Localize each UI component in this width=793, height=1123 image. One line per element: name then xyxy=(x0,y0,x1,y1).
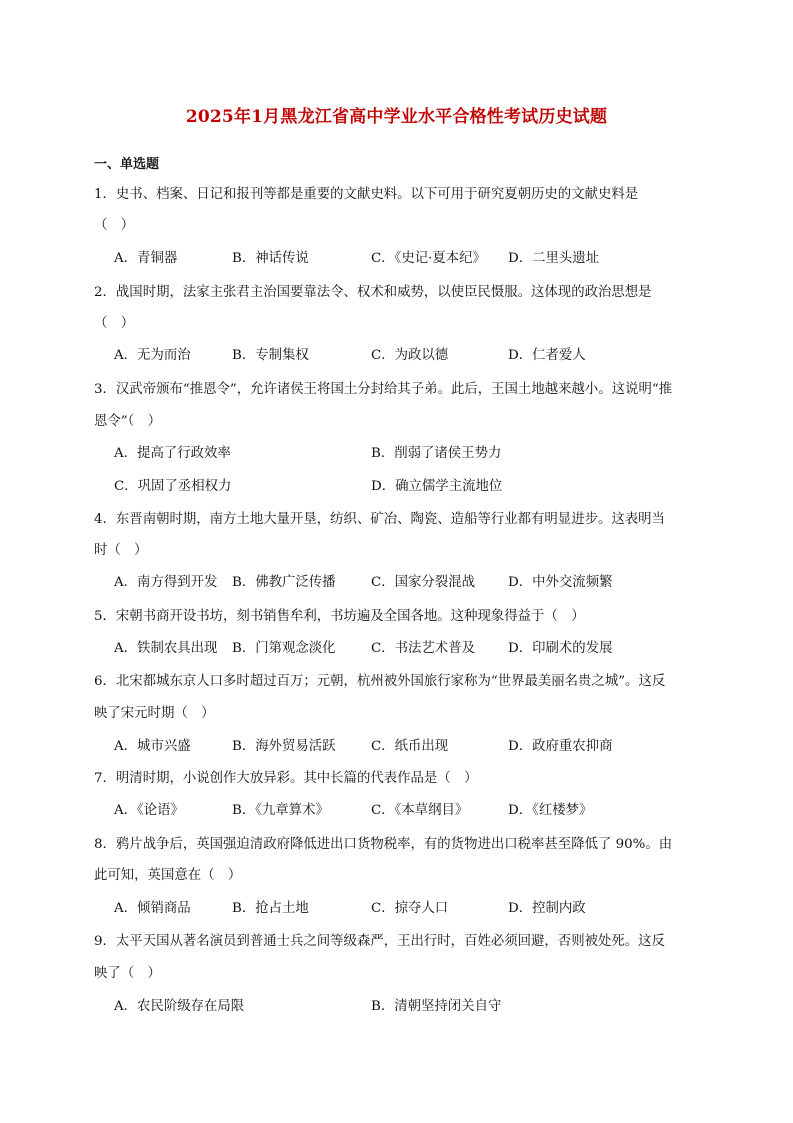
question-3-option-b: B．削弱了诸侯王势力 xyxy=(371,446,502,461)
question-9-line-2: 映了（ ） xyxy=(94,966,161,981)
question-5-line-1: 5．宋朝书商开设书坊，刻书销售牟利，书坊遍及全国各地。这种现象得益于（ ） xyxy=(94,609,585,624)
question-6-option-d: D．政府重农抑商 xyxy=(508,739,613,754)
question-3-option-a: A．提高了行政效率 xyxy=(114,446,231,461)
question-4-option-a: A．南方得到开发 xyxy=(114,575,218,590)
question-4-line-2: 时（ ） xyxy=(94,543,148,558)
question-1-option-b: B．神话传说 xyxy=(232,251,309,266)
question-7-option-a: A．《论语》 xyxy=(114,803,184,818)
question-3-line-2: 恩令”（ ） xyxy=(94,414,162,429)
question-7-option-b: B．《九章算术》 xyxy=(232,803,329,818)
question-2-option-d: D．仁者爱人 xyxy=(508,348,586,363)
question-6-option-b: B．海外贸易活跃 xyxy=(232,739,336,754)
question-5-option-c: C．书法艺术普及 xyxy=(371,641,475,656)
page-title: 2025年1月黑龙江省高中学业水平合格性考试历史试题 xyxy=(185,107,608,127)
question-8-option-b: B．抢占土地 xyxy=(232,901,309,916)
question-7-option-d: D．《红楼梦》 xyxy=(508,803,593,818)
section-heading: 一、单选题 xyxy=(94,157,160,172)
question-9-line-1: 9．太平天国从著名演员到普通士兵之间等级森严，王出行时，百姓必须回避，否则被处死。这反 xyxy=(94,934,665,949)
question-4-option-c: C．国家分裂混战 xyxy=(371,575,475,590)
question-2-option-c: C．为政以德 xyxy=(371,348,449,363)
question-6-option-c: C．纸币出现 xyxy=(371,739,449,754)
question-1-option-c: C．《史记·夏本纪》 xyxy=(371,251,486,266)
question-8-option-c: C．掠夺人口 xyxy=(371,901,449,916)
question-1-option-d: D．二里头遗址 xyxy=(508,251,600,266)
question-3-option-c: C．巩固了丞相权力 xyxy=(114,479,232,494)
question-5-option-b: B．门第观念淡化 xyxy=(232,641,336,656)
question-7-option-c: C．《本草纲目》 xyxy=(371,803,469,818)
question-2-option-a: A．无为而治 xyxy=(114,348,191,363)
question-2-option-b: B．专制集权 xyxy=(232,348,309,363)
question-9-option-a: A．农民阶级存在局限 xyxy=(114,999,245,1014)
question-4-line-1: 4．东晋南朝时期，南方土地大量开垦，纺织、矿冶、陶瓷、造船等行业都有明显进步。这表明当 xyxy=(94,512,665,527)
question-6-line-2: 映了宋元时期（ ） xyxy=(94,706,215,721)
question-1-line-1: 1．史书、档案、日记和报刊等都是重要的文献史料。以下可用于研究夏朝历史的文献史料是 xyxy=(94,187,639,202)
question-8-option-a: A．倾销商品 xyxy=(114,901,191,916)
question-9-option-b: B．清朝坚持闭关自守 xyxy=(371,999,502,1014)
question-8-line-2: 此可知，英国意在（ ） xyxy=(94,868,242,883)
question-1-line-2: （ ） xyxy=(94,218,135,233)
question-8-line-1: 8．鸦片战争后，英国强迫清政府降低进出口货物税率，有的货物进出口税率甚至降低了 90%。由 xyxy=(94,837,673,852)
question-3-line-1: 3．汉武帝颁布“推恩令”，允许诸侯王将国土分封给其子弟。此后，王国土地越来越小。这说明“推 xyxy=(94,382,673,397)
question-4-option-d: D．中外交流频繁 xyxy=(508,575,613,590)
question-6-option-a: A．城市兴盛 xyxy=(114,739,191,754)
question-7-line-1: 7．明清时期，小说创作大放异彩。其中长篇的代表作品是（ ） xyxy=(94,771,478,786)
question-3-option-d: D．确立儒学主流地位 xyxy=(371,479,503,494)
question-1-option-a: A．青铜器 xyxy=(114,251,178,266)
question-5-option-d: D．印刷术的发展 xyxy=(508,641,613,656)
question-4-option-b: B．佛教广泛传播 xyxy=(232,575,336,590)
question-8-option-d: D．控制内政 xyxy=(508,901,586,916)
question-5-option-a: A．铁制农具出现 xyxy=(114,641,218,656)
question-6-line-1: 6．北宋都城东京人口多时超过百万；元朝，杭州被外国旅行家称为“世界最美丽名贵之城”。这反 xyxy=(94,674,666,689)
question-2-line-1: 2．战国时期，法家主张君主治国要靠法令、权术和威势，以使臣民慑服。这体现的政治思想是 xyxy=(94,285,652,300)
question-2-line-2: （ ） xyxy=(94,316,135,331)
